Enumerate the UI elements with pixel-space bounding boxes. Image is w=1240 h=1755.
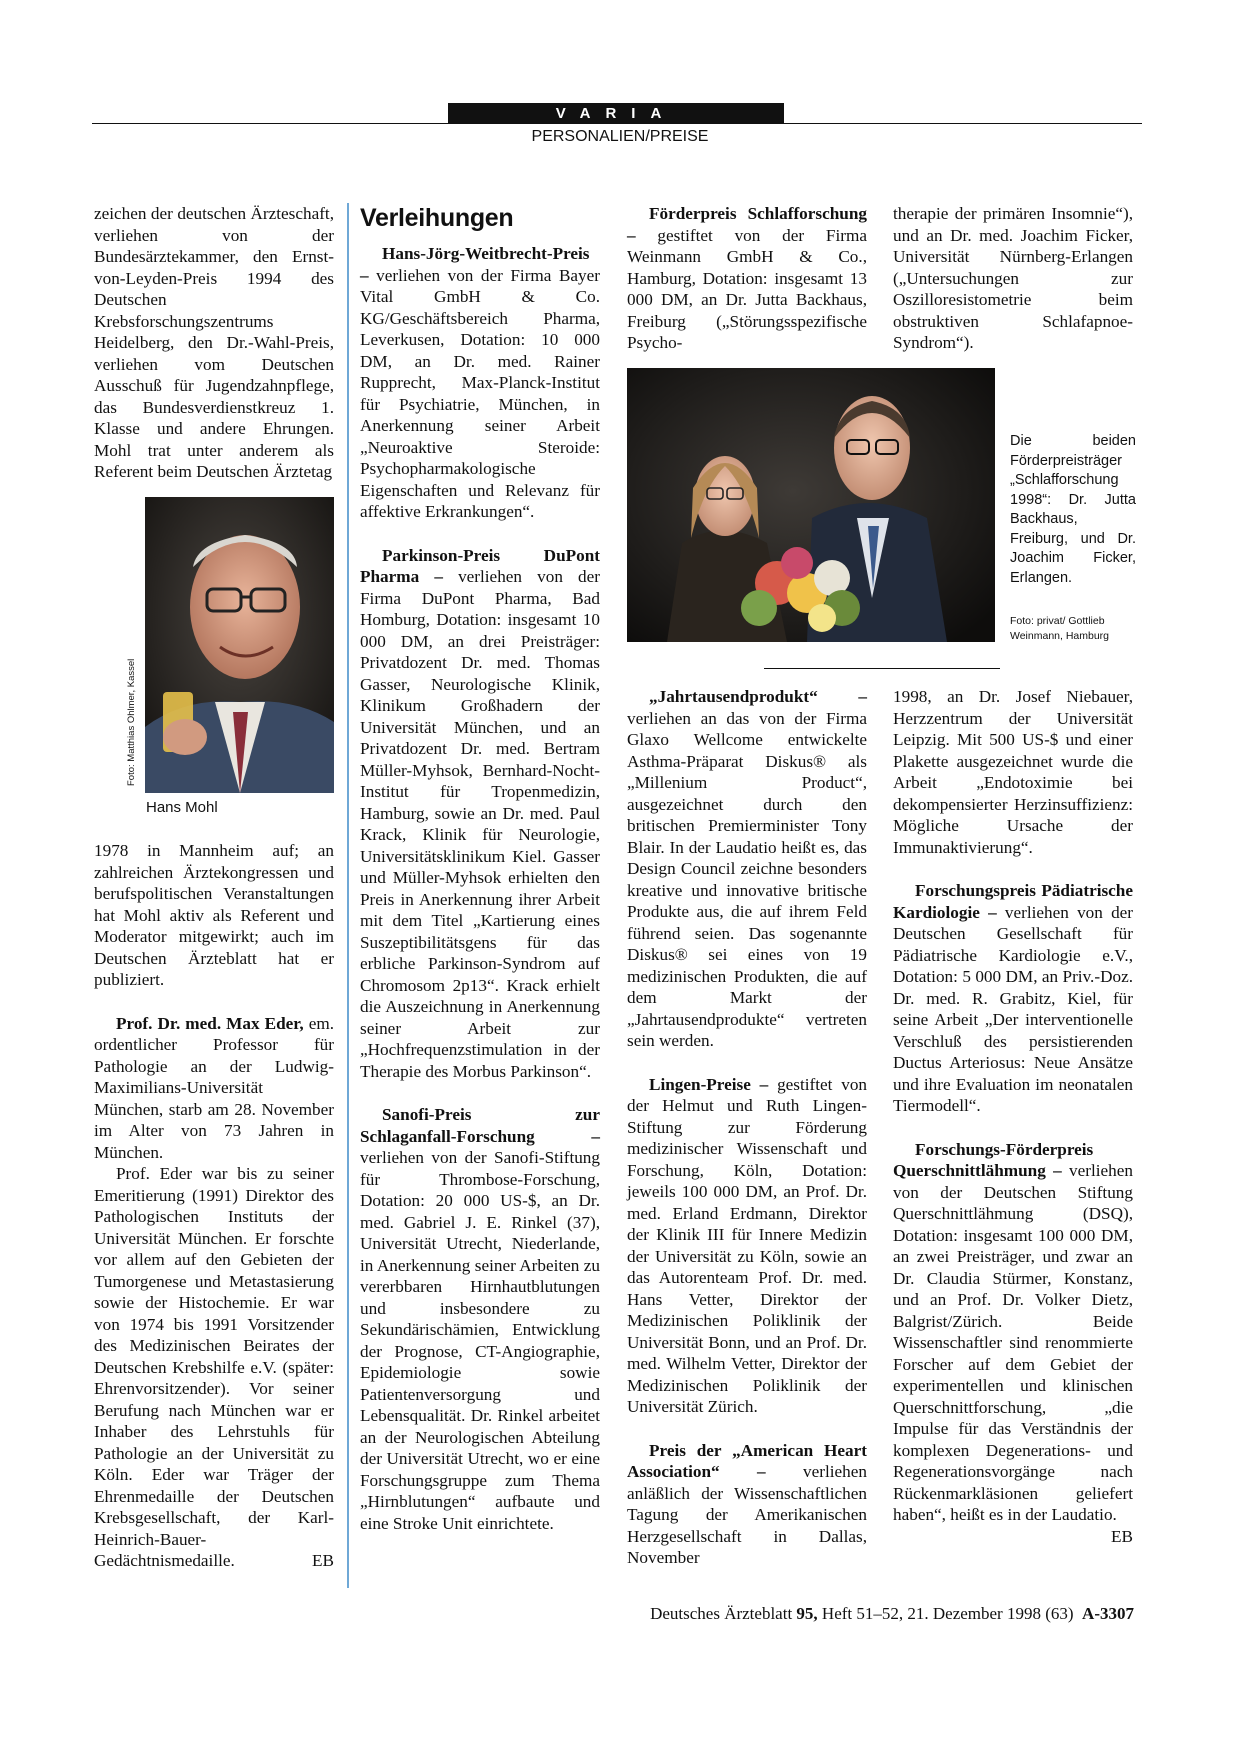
award-querschnitt <box>893 1139 1133 1546</box>
award-parkinson-title: Parkinson-Preis DuPont Pharma – <box>360 545 600 586</box>
mohl-photo-credit: Foto: Matthias Ohlmer, Kassel <box>126 658 137 786</box>
award-aha <box>627 1440 867 1569</box>
footer-page-number: A-3307 <box>1082 1604 1134 1623</box>
photo-rule <box>764 668 1000 669</box>
column-divider-1 <box>347 203 349 1588</box>
award-parkinson <box>360 545 600 1083</box>
award-parkinson-text: verliehen von der Firma DuPont Pharma, Bad Homburg, Dotation: insgesamt 10 000 DM, an drei Preisträger: Privatdozent Dr. med. Thomas Gasser, Neurologische Klinik, Klinikum Großhadern der Universität München, und an Privatdozent Dr. med. Bertram Müller-Myhsok, Bernhard-Nocht-Institut für Tropenmedizin, Hamburg, sowie an Dr. med. Paul Krack, Klinik für Neurologie, Universitätsklinikum Kiel. Gasser und Müller-Myhsok erhielten den Preis in Anerkennung ihrer Arbeit mit dem Titel „Kartierung eines Suszeptibilitätsgens für das erbliche Parkinson-Syndrom auf Chromosom 2p13“. Krack erhielt die Auszeichnung in Anerkennung seiner Arbeit zur „Hochfrequenzstimulation in der Therapie des Morbus Parkinson“. <box>360 567 600 1081</box>
award-weitbrecht <box>360 243 600 523</box>
eder-name: Prof. Dr. med. Max Eder, <box>116 1013 304 1033</box>
querschnitt-signature: EB <box>1111 1526 1133 1546</box>
group-photo-credit: Foto: privat/ Gottlieb Weinmann, Hamburg <box>1010 615 1110 642</box>
eder-intro <box>94 1013 334 1164</box>
award-sanofi-title: Sanofi-Preis zur Schlaganfall-Forschung – <box>360 1105 600 1146</box>
mohl-text-2: 1978 in Mannheim auf; an zahlreichen Ärztekongressen und berufspolitischen Veranstaltungen hat Mohl aktiv als Referent und Moderator mitgewirkt; auch im Deutschen Ärzteblatt hat er publiziert. <box>94 841 334 989</box>
column-4-top <box>893 203 1133 354</box>
award-lingen-text: gestiftet von der Helmut und Ruth Lingen-Stiftung zur Förderung medizinischer Wissenschaft und Forschung, Köln, Dotation: jeweils 100 000 DM, an Prof. Dr. med. Erland Erdmann, Direktor der Klinik III für Innere Medizin der Universität zu Köln, sowie an das Autorenteam Prof. Dr. med. Hans Vetter, Direktor der Medizinischen Poliklinik der Universität Bonn, und an Prof. Dr. med. Wilhelm Vetter, Direktor der Medizinischen Poliklinik der Universität Zürich. <box>627 1074 868 1416</box>
award-millennium-title: „Jahrtausendprodukt“ – <box>649 687 867 706</box>
column-3-bottom <box>627 686 867 1569</box>
column-3-top <box>627 203 867 354</box>
footer-volume: 95, <box>796 1604 818 1623</box>
award-schlaf-continued: therapie der primären Insomnie“), und an Dr. med. Joachim Ficker, Universität Nürnberg-Erlangen („Untersuchungen zur Oszilloresistometrie beim obstruktiven Schlafapnoe-Syndrom“). <box>893 204 1133 352</box>
award-paediatric-text: verliehen von der Deutschen Gesellschaft für Pädiatrische Kardiologie e.V., Dotation: 5 000 DM, an Priv.-Doz. Dr. med. R. Grabitz, Kiel, für seine Arbeit „Der interventionelle Verschluß des persistierenden Ductus Arteriosus: Neue Ansätze und ihre Evaluation im neonatalen Tiermodell“. <box>893 902 1134 1115</box>
column-4-bottom <box>893 686 1133 1547</box>
section-heading: Verleihungen <box>360 204 514 232</box>
award-lingen <box>627 1074 867 1418</box>
header-rule <box>92 123 1142 124</box>
page-footer <box>650 1604 1134 1624</box>
subsection-title: PERSONALIEN/PREISE <box>531 128 709 145</box>
award-schlaf-text: gestiftet von der Firma Weinmann GmbH & Co., Hamburg, Dotation: insgesamt 13 000 DM, an Dr. Jutta Backhaus, Freiburg („Störungsspezifische Psycho- <box>627 225 867 352</box>
award-aha-continued: 1998, an Dr. Josef Niebauer, Herzzentrum der Universität Leipzig. Mit 500 US-$ und einer Plakette ausgezeichnet wurde die Arbeit „Endotoximie bei dekompensierter Herzinsuffizienz: Mögliche Ursache der Immunaktivierung“. <box>893 687 1133 857</box>
group-photo-image <box>627 368 995 642</box>
mohl-photo-caption: Hans Mohl <box>146 799 218 816</box>
award-aha-title: Preis der „American Heart Association“ – <box>627 1440 867 1481</box>
eder-intro-text: em. ordentlicher Professor für Pathologie an der Ludwig-Maximilians-Universität München, starb am 28. November im Alter von 73 Jahren in München. <box>94 1013 334 1162</box>
award-paediatric-title: Forschungspreis Pädiatrische Kardiologie – <box>893 881 1133 922</box>
footer-journal: Deutsches Ärzteblatt <box>650 1604 793 1623</box>
group-photo-caption: Die beiden Förderpreisträger „Schlafforschung 1998“: Dr. Jutta Backhaus, Freiburg, und Dr. Joachim Ficker, Erlangen. <box>1010 433 1136 586</box>
portrait-image <box>145 497 334 793</box>
eder-signature: EB <box>312 1551 334 1570</box>
award-schlaf <box>627 203 867 354</box>
award-weitbrecht-title: Hans-Jörg-Weitbrecht-Preis – <box>360 244 590 285</box>
award-winners-photo <box>627 368 995 642</box>
award-querschnitt-title: Forschungs-Förderpreis Querschnittlähmung – <box>893 1139 1094 1180</box>
award-paediatric <box>893 880 1133 1117</box>
column-2 <box>360 203 600 1534</box>
column-1-bottom <box>94 840 334 1572</box>
award-schlaf-title: Förderpreis Schlafforschung – <box>627 204 867 245</box>
section-banner: VARIA <box>448 103 784 124</box>
award-sanofi <box>360 1104 600 1534</box>
award-lingen-title: Lingen-Preise – <box>649 1074 769 1094</box>
award-sanofi-text: verliehen von der Sanofi-Stiftung für Thrombose-Forschung, Dotation: 20 000 US-$, an Dr. med. Gabriel J. E. Rinkel (37), Universität Utrecht, Niederlande, in Anerkennung seiner Arbeiten zu vererbbaren Hirnhautblutungen und insbesondere zu Sekundärischämien, Entwicklung der Prognose, CT-Angiographie, Epidemiologie sowie Patientenversorgung und Lebensqualität. Dr. Rinkel arbeitet an der Neurologischen Abteilung der Universität Utrecht, wo er eine Forschungsgruppe zum Thema „Hirnblutungen“ aufbaute und eine Stroke Unit einrichtete. <box>360 1148 600 1533</box>
award-millennium-text: verliehen an das von der Firma Glaxo Wellcome entwickelte Asthma-Präparat Diskus® als „Millenium Product“, ausgezeichnet durch den britischen Premierminister Tony Blair. In der Laudatio heißt es, das Design Council zeichne besonders kreative und innovative britische Produkte aus, die auf ihrem Feld führend seien. Das sogenannte Diskus® sei eines von 19 medizinischen Produkten, die auf dem Markt der „Jahrtausendprodukte“ vertreten sein werden. <box>627 708 867 1050</box>
mohl-text-1: zeichen der deutschen Ärzteschaft, verliehen von der Bundesärztekammer, den Ernst-von-Leyden-Preis 1994 des Deutschen Krebsforschungszentrums Heidelberg, den Dr.-Wahl-Preis, verliehen vom Deutschen Ausschuß für Jugendzahnpflege, das Bundesverdienstkreuz 1. Klasse und andere Ehrungen. Mohl trat unter anderem als Referent beim Deutschen Ärztetag <box>94 204 334 481</box>
award-millennium <box>627 686 867 1052</box>
column-1-top <box>94 203 334 483</box>
eder-bio <box>94 1163 334 1572</box>
award-weitbrecht-text: verliehen von der Firma Bayer Vital GmbH & Co. KG/Geschäftsbereich Pharma, Leverkusen, Dotation: 10 000 DM, an Dr. med. Rainer Rupprecht, Max-Planck-Institut für Psychiatrie, München, in Anerkennung seiner Arbeit „Neuroaktive Steroide: Psychopharmakologische Eigenschaften und Relevanz für affektive Erkrankungen“. <box>360 265 600 521</box>
award-querschnitt-text: verliehen von der Deutschen Stiftung Querschnittlähmung (DSQ), Dotation: insgesamt 100 000 DM, an zwei Preisträger, und zwar an Dr. Claudia Stürmer, Konstanz, und an Prof. Dr. Volker Dietz, Balgrist/Zürich. Beide Wissenschaftler sind renommierte Forscher auf dem Gebiet der experimentellen und klinischen Querschnittforschung, „die Impulse für das Verständnis der komplexen Degenerations- und Regenerationsvorgänge nach Rückenmarkläsionen geliefert haben“, heißt es in der Laudatio. <box>893 1161 1133 1524</box>
eder-bio-text: Prof. Eder war bis zu seiner Emeritierung (1991) Direktor des Pathologischen Instituts der Universität München. Er forschte vor allem auf den Gebieten der Tumorgenese und Metastasierung sowie der Histochemie. Er war von 1974 bis 1991 Vorsitzender des Medizinischen Beirates der Deutschen Krebshilfe e.V. (später: Ehrenvorsitzender). Vor seiner Berufung nach München war er Inhaber des Lehrstuhls für Pathologie an der Universität zu Köln. Eder war Träger der Ehrenmedaille der Deutschen Krebsgesellschaft, der Karl-Heinrich-Bauer-Gedächtnismedaille. <box>94 1164 334 1570</box>
footer-issue: Heft 51–52, 21. Dezember 1998 (63) <box>821 1604 1074 1623</box>
award-aha-text: verliehen anläßlich der Wissenschaftlichen Tagung der Amerikanischen Herzgesellschaft in Dallas, November <box>627 1462 867 1567</box>
hans-mohl-photo <box>145 497 334 793</box>
